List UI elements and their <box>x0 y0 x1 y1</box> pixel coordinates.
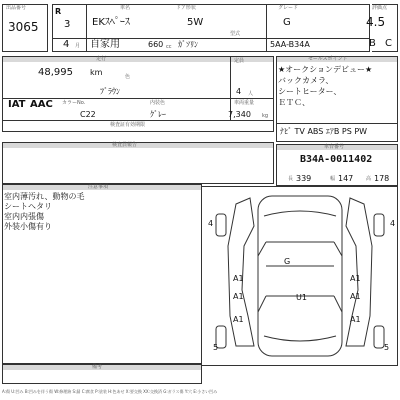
damage-legend: A:傷 U:凹み B:凹みを伴う傷 W:修理跡 S:錆 C:腐食 P:塗装 H:色あせ X:要交換 XX:交換済 G:ガラス傷 Y:穴 E:小さい凹み <box>2 389 218 394</box>
type-label: 型式 <box>230 31 241 37</box>
weight-label: 車両重量 <box>234 100 255 106</box>
note-item: 室内内張傷 <box>4 212 44 221</box>
sales-point-item: バックカメラ、 <box>278 76 334 85</box>
damage-mark-u1: U1 <box>296 293 307 302</box>
inspector-report-box <box>2 142 274 184</box>
tire-rear-left-mark: 5 <box>213 343 219 352</box>
lot-number: 3065 <box>8 20 39 34</box>
color-label: 色 <box>125 74 131 80</box>
width: 147 <box>338 174 354 183</box>
interior-grade: B <box>369 38 376 49</box>
fuel-type: ｶﾞｿﾘﾝ <box>178 40 198 49</box>
doors-label: ドア形状 <box>176 5 196 11</box>
era-mark: R <box>55 7 62 16</box>
aircon-type: AAC <box>30 99 53 110</box>
month-mark: 4 <box>63 39 70 50</box>
capacity-unit: 人 <box>248 91 254 97</box>
interior-color: ｸﾞﾚｰ <box>150 110 166 119</box>
model-code: 5AA-B34A <box>270 40 310 49</box>
inspector-report-label: 検査員報告 <box>112 142 138 148</box>
capacity-label: 定員 <box>234 58 245 64</box>
year: 3 <box>64 19 71 30</box>
model-name: EKｽﾍﾟｰｽ <box>92 17 130 28</box>
height: 178 <box>374 174 390 183</box>
note-item: 外装小傷有り <box>4 222 52 231</box>
displacement: 660 <box>148 40 164 49</box>
equipment-list: ﾅﾋﾞ TV ABS ｴｱB PS PW <box>280 127 368 136</box>
grade: G <box>283 17 291 28</box>
mileage-unit: km <box>90 68 103 77</box>
frame-number: B34A-0011402 <box>300 154 373 165</box>
mileage-label: 走行 <box>96 56 107 62</box>
overall-score: 4.5 <box>366 15 386 29</box>
car-diagram <box>202 186 398 366</box>
damage-mark-a1: A1 <box>233 315 244 324</box>
door-type: 5W <box>187 17 204 28</box>
sales-points-label: セールスポイント <box>308 56 348 62</box>
color-code-label: カラーNo. <box>62 100 86 106</box>
note-item: 室内薄汚れ、動物の毛 <box>4 192 85 201</box>
length-label: 長 <box>288 176 294 182</box>
notes-box <box>2 184 202 364</box>
glass-mark: G <box>284 257 291 266</box>
exterior-color: ﾌﾞﾗｳﾝ <box>100 87 120 96</box>
sales-point-item: シートヒーター、 <box>278 87 342 96</box>
note-item: シートヘタリ <box>4 202 52 211</box>
vehicle-weight: 7,340 <box>228 110 251 119</box>
inspection-expiry-label: 検査証有効期限 <box>110 122 146 128</box>
capacity: 4 <box>236 87 242 96</box>
length: 339 <box>296 174 312 183</box>
frame-number-label: 車台番号 <box>324 144 345 150</box>
shift-type: IAT <box>8 99 26 110</box>
remarks-label: 備考 <box>92 364 103 370</box>
damage-mark-a1: A1 <box>233 274 244 283</box>
sales-point-item: ＥＴＣ、 <box>278 98 310 107</box>
weight-unit: kg <box>262 113 269 119</box>
grade-label: グレード <box>278 5 299 11</box>
notes-label: 注意事項 <box>88 184 109 190</box>
score-label: 評価点 <box>372 5 388 11</box>
usage: 自家用 <box>90 39 120 50</box>
interior-color-label: 内装色 <box>150 100 166 106</box>
month-unit: 月 <box>75 43 81 49</box>
damage-mark-a1: A1 <box>350 292 361 301</box>
sales-point-item: ★オークションデビュー★ <box>278 65 373 74</box>
model-label: 車名 <box>120 5 131 11</box>
tire-front-right-mark: 4 <box>390 219 396 228</box>
tire-rear-right-mark: 5 <box>384 343 390 352</box>
height-label: 高 <box>366 176 372 182</box>
tire-front-left-mark: 4 <box>208 219 214 228</box>
displacement-unit: cc <box>166 44 172 50</box>
exterior-grade: C <box>385 38 392 49</box>
color-code: C22 <box>80 110 96 119</box>
mileage: 48,995 <box>38 67 73 78</box>
damage-mark-a1: A1 <box>350 315 361 324</box>
width-label: 幅 <box>330 176 336 182</box>
damage-mark-a1: A1 <box>350 274 361 283</box>
lot-label: 出品番号 <box>6 5 27 11</box>
damage-mark-a1: A1 <box>233 292 244 301</box>
